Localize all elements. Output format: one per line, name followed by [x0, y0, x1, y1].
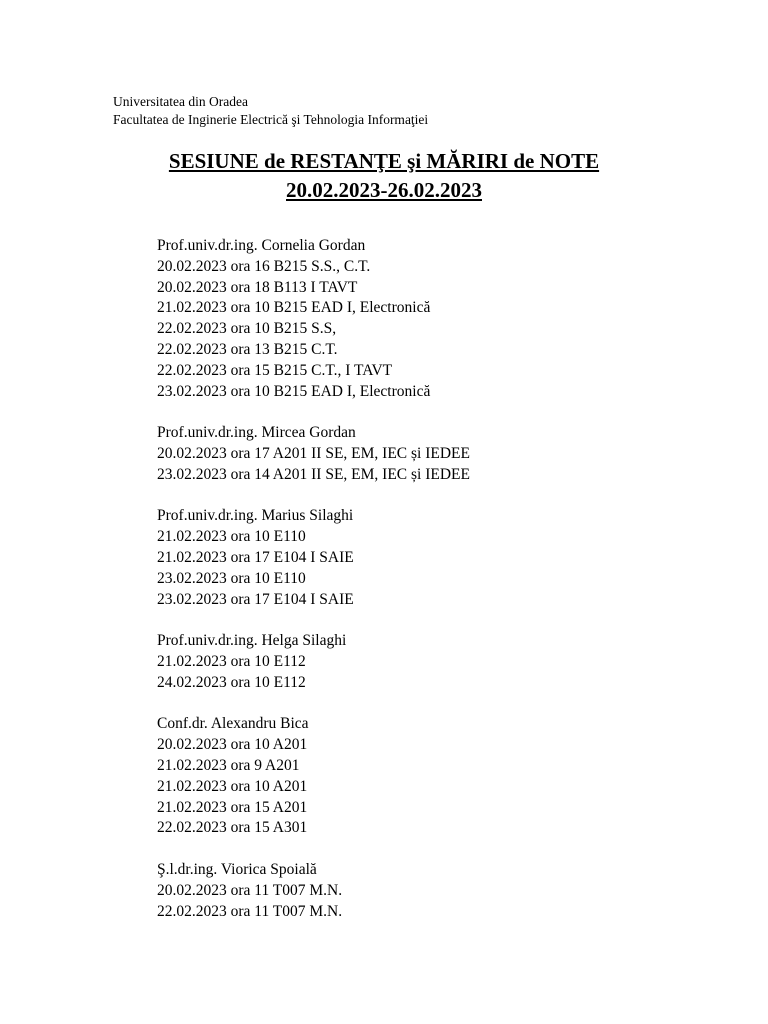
exam-entry: 22.02.2023 ora 11 T007 M.N. — [157, 902, 343, 920]
exam-entry: 20.02.2023 ora 16 B215 S.S., C.T. — [157, 257, 371, 275]
exam-entry: 21.02.2023 ora 15 A201 — [157, 798, 308, 816]
professor-name: Ş.l.dr.ing. Viorica Spoială — [157, 860, 317, 878]
professor-section — [157, 423, 470, 485]
exam-entry: 22.02.2023 ora 15 B215 C.T., I TAVT — [157, 361, 393, 379]
exam-entry: 23.02.2023 ora 10 B215 EAD I, Electronică — [157, 382, 431, 400]
professor-name: Prof.univ.dr.ing. Marius Silaghi — [157, 507, 354, 525]
exam-entry: 20.02.2023 ora 10 A201 — [157, 736, 308, 754]
professor-name: Conf.dr. Alexandru Bica — [157, 715, 309, 733]
exam-entry: 21.02.2023 ora 10 B215 EAD I, Electronică — [157, 299, 431, 317]
exam-schedule — [157, 236, 470, 943]
document-title — [0, 147, 768, 205]
exam-entry: 23.02.2023 ora 10 E110 — [157, 569, 306, 587]
document-header — [113, 93, 428, 129]
professor-name: Prof.univ.dr.ing. Cornelia Gordan — [157, 237, 366, 254]
exam-entry: 21.02.2023 ora 17 E104 I SAIE — [157, 548, 354, 566]
exam-entry: 21.02.2023 ora 10 E110 — [157, 528, 306, 546]
exam-entry: 23.02.2023 ora 14 A201 II SE, EM, IEC și IEDEE — [157, 465, 470, 483]
exam-entry: 20.02.2023 ora 11 T007 M.N. — [157, 881, 343, 899]
exam-entry: 22.02.2023 ora 15 A301 — [157, 819, 308, 837]
title-line-2: 20.02.2023-26.02.2023 — [286, 178, 482, 202]
exam-entry: 22.02.2023 ora 13 B215 C.T. — [157, 340, 338, 358]
exam-entry: 24.02.2023 ora 10 E112 — [157, 673, 306, 691]
professor-section — [157, 714, 470, 839]
exam-entry: 23.02.2023 ora 17 E104 I SAIE — [157, 590, 354, 608]
professor-section — [157, 860, 470, 922]
exam-entry: 21.02.2023 ora 10 A201 — [157, 777, 308, 795]
professor-name: Prof.univ.dr.ing. Helga Silaghi — [157, 632, 347, 650]
university-name: Universitatea din Oradea — [113, 94, 248, 109]
exam-entry: 20.02.2023 ora 18 B113 I TAVT — [157, 278, 358, 296]
exam-entry: 21.02.2023 ora 10 E112 — [157, 652, 306, 670]
exam-entry: 22.02.2023 ora 10 B215 S.S, — [157, 320, 337, 338]
faculty-name: Facultatea de Inginerie Electrică şi Tehnologia Informaţiei — [113, 112, 429, 127]
professor-section — [157, 236, 470, 402]
professor-section — [157, 506, 470, 610]
title-line-1: SESIUNE de RESTANŢE şi MĂRIRI de NOTE — [168, 149, 600, 173]
professor-section — [157, 631, 470, 693]
exam-entry: 20.02.2023 ora 17 A201 II SE, EM, IEC și IEDEE — [157, 444, 470, 462]
exam-entry: 21.02.2023 ora 9 A201 — [157, 756, 300, 774]
professor-name: Prof.univ.dr.ing. Mircea Gordan — [157, 424, 356, 442]
